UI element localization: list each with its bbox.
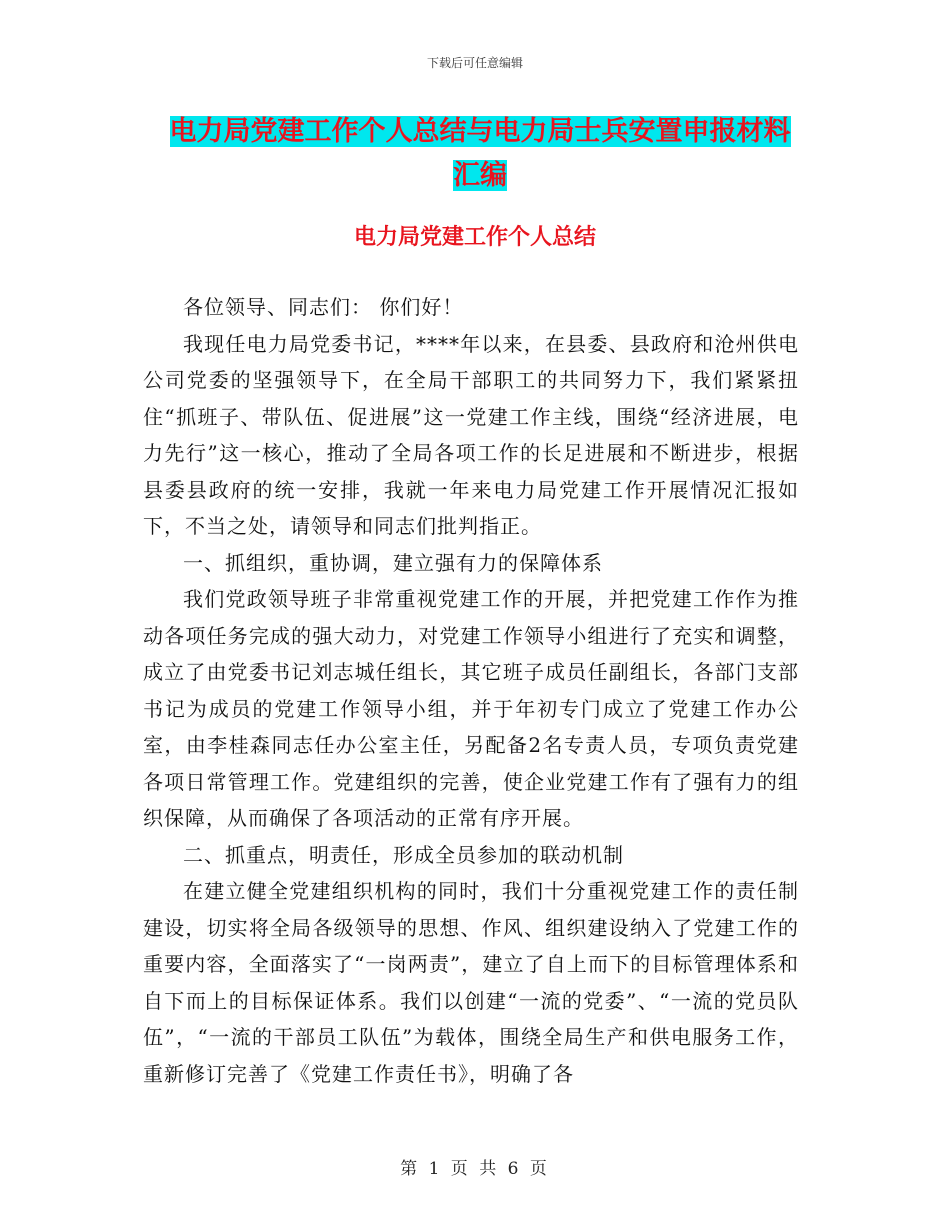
document-title xyxy=(140,110,820,198)
greeting-paragraph: 各位领导、同志们： 你们好！ xyxy=(183,295,464,319)
document-body xyxy=(143,289,799,1092)
body-paragraph: 在建立健全党建组织机构的同时，我们十分重视党建工作的责任制建设，切实将全局各级领导的思想、作风、组织建设纳入了党建工作的重要内容，全面落实了“一岗两责”，建立了自上而下的目标管理体系和自下而上的目标保证体系。我们以创建“一流的党委”、“一流的党员队伍”，“一流的干部员工队伍”为载体，围绕全局生产和供电服务工作，重新修订完善了《党建工作责任书》，明确了各 xyxy=(143,879,799,1086)
body-paragraph: 我现任电力局党委书记，****年以来，在县委、县政府和沧州供电公司党委的坚强领导下，在全局干部职工的共同努力下，我们紧紧扭住“抓班子、带队伍、促进展”这一党建工作主线，围绕“经济进展，电力先行”这一核心，推动了全局各项工作的长足进展和不断进步，根据县委县政府的统一安排，我就一年来电力局党建工作开展情况汇报如下，不当之处，请领导和同志们批判指正。 xyxy=(143,331,799,538)
header-note: 下载后可任意编辑 xyxy=(426,56,523,70)
subheading-1: 一、抓组织，重协调，建立强有力的保障体系 xyxy=(183,550,603,575)
title-line-1: 电力局党建工作个人总结与电力局士兵安置申报材料 xyxy=(169,116,791,147)
body-paragraph: 我们党政领导班子非常重视党建工作的开展，并把党建工作作为推动各项任务完成的强大动力，对党建工作领导小组进行了充实和调整，成立了由党委书记刘志城任组长，其它班子成员任副组长，各部门支部书记为成员的党建工作领导小组，并于年初专门成立了党建工作办公室，由李桂森同志任办公室主任，另配备2名专责人员，专项负责党建各项日常管理工作。党建组织的完善，使企业党建工作有了强有力的组织保障，从而确保了各项活动的正常有序开展。 xyxy=(143,587,799,830)
page-footer: 第 1 页 共 6 页 xyxy=(400,1159,550,1179)
subheading-2: 二、抓重点，明责任，形成全员参加的联动机制 xyxy=(183,842,624,867)
title-line-2: 汇编 xyxy=(453,160,507,191)
section-title: 电力局党建工作个人总结 xyxy=(353,225,596,250)
